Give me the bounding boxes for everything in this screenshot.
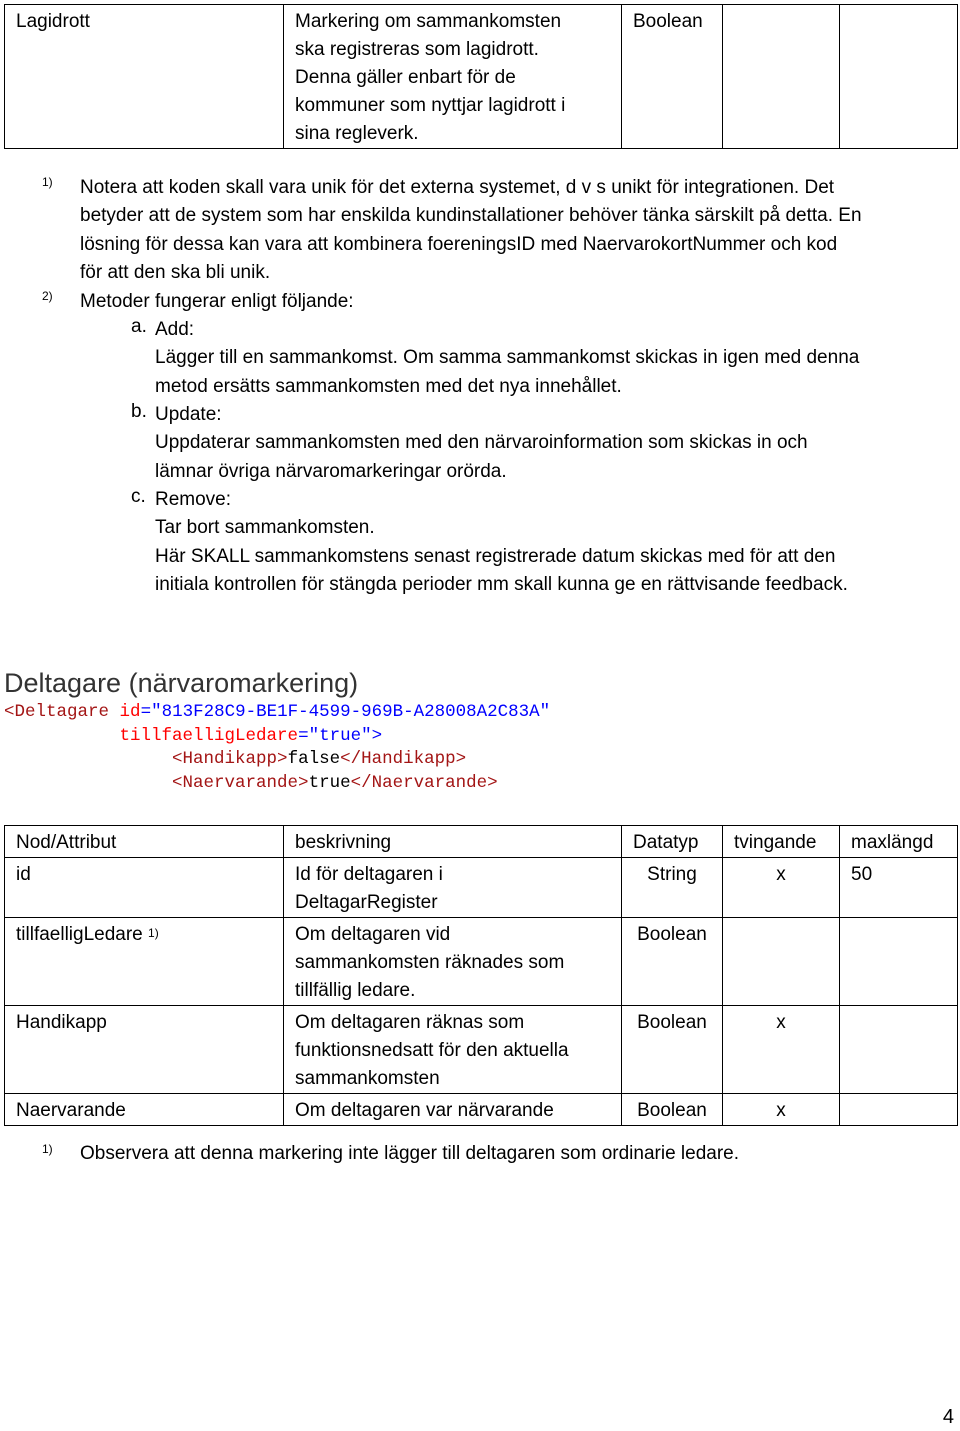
- method-line: Uppdaterar sammankomsten med den närvaroinformation som skickas in och: [155, 432, 808, 454]
- method-letter: a.: [131, 316, 147, 337]
- desc-line: Om deltagaren var närvarande: [295, 1100, 554, 1121]
- cell-node: Handikapp: [5, 1006, 284, 1094]
- table-row: [5, 1006, 958, 1094]
- code-token: <Deltagare: [4, 702, 110, 722]
- note-marker: 2): [42, 289, 53, 303]
- method-line: lämnar övriga närvaromarkeringar orörda.: [155, 460, 507, 482]
- cell-datatype: Boolean: [622, 1006, 723, 1094]
- cell-node: [5, 918, 284, 1006]
- desc-line: tillfällig ledare.: [295, 980, 416, 1001]
- code-example: [4, 701, 550, 795]
- note-line: Notera att koden skall vara unik för det externa systemet, d v s unikt för integrationen. Det: [80, 177, 835, 198]
- table-row: [5, 858, 958, 918]
- column-header: Datatyp: [622, 826, 723, 858]
- page-number: 4: [942, 1406, 954, 1428]
- code-token: id: [119, 702, 141, 722]
- cell-maxlength: [840, 5, 958, 149]
- desc-line: Id för deltagaren i: [295, 864, 443, 885]
- note-2-title: Metoder fungerar enligt följande:: [80, 291, 354, 312]
- desc-line: Denna gäller enbart för de: [295, 67, 516, 88]
- code-token: </Naervarande>: [350, 772, 498, 793]
- code-token: true: [308, 772, 351, 793]
- method-name: Update:: [155, 404, 222, 425]
- note-marker: 1): [42, 175, 53, 189]
- table-row: [5, 1094, 958, 1126]
- cell-datatype: Boolean: [622, 1094, 723, 1126]
- cell-datatype: Boolean: [622, 5, 723, 149]
- cell-maxlength: 50: [840, 858, 958, 918]
- cell-required: [723, 918, 840, 1006]
- method-name: Remove:: [155, 489, 232, 510]
- method-line: metod ersätts sammankomsten med det nya innehållet.: [155, 375, 622, 397]
- note-1: [80, 174, 940, 287]
- column-header: Nod/Attribut: [5, 826, 284, 858]
- method-update: [155, 401, 945, 486]
- method-letter: c.: [131, 486, 146, 507]
- desc-line: sammankomsten räknades som: [295, 952, 565, 973]
- column-header: beskrivning: [284, 826, 622, 858]
- method-name: Add:: [155, 319, 195, 340]
- cell-required: x: [723, 858, 840, 918]
- code-token: =: [298, 725, 309, 746]
- cell-description: [284, 1006, 622, 1094]
- table-row: [5, 918, 958, 1006]
- method-add: [155, 316, 945, 401]
- cell-required: [723, 5, 840, 149]
- desc-line: Markering om sammankomsten: [295, 11, 562, 32]
- cell-node: Lagidrott: [5, 5, 284, 149]
- desc-line: ska registreras som lagidrott.: [295, 39, 539, 60]
- cell-node: Naervarande: [5, 1094, 284, 1126]
- deltagare-table: [4, 825, 958, 1126]
- desc-line: Om deltagaren räknas som: [295, 1012, 525, 1033]
- method-line: Lägger till en sammankomst. Om samma sammankomst skickas in igen med denna: [155, 347, 860, 369]
- desc-line: DeltagarRegister: [295, 892, 438, 913]
- column-header: tvingande: [723, 826, 840, 858]
- method-line: initiala kontrollen för stängda perioder mm skall kunna ge en rättvisande feedback.: [155, 573, 848, 595]
- cell-maxlength: [840, 1006, 958, 1094]
- code-token: "true": [308, 725, 372, 746]
- desc-line: funktionsnedsatt för den aktuella: [295, 1040, 569, 1061]
- note-line: lösning för dessa kan vara att kombinera foereningsID med NaervarokortNummer och kod: [80, 233, 838, 255]
- footnote-text: Observera att denna markering inte lägger till deltagaren som ordinarie ledare.: [80, 1143, 740, 1164]
- note-line: betyder att de system som har enskilda kundinstallationer behöver tänka särskilt på detta. En: [80, 205, 862, 227]
- code-token: <Naervarande>: [172, 772, 309, 793]
- node-name: tillfaelligLedare: [16, 924, 143, 945]
- code-token: <Handikapp>: [172, 749, 288, 769]
- method-letter: b.: [131, 401, 147, 422]
- cell-datatype: String: [622, 858, 723, 918]
- footnote-marker: 1): [42, 1142, 53, 1156]
- cell-maxlength: [840, 918, 958, 1006]
- section-heading: Deltagare (närvaromarkering): [4, 668, 359, 698]
- method-line: Här SKALL sammankomstens senast registrerade datum skickas med för att den: [155, 545, 836, 567]
- code-token: "813F28C9-BE1F-4599-969B-A28008A2C83A": [151, 702, 551, 722]
- column-header: maxlängd: [840, 826, 958, 858]
- cell-description: [284, 1094, 622, 1126]
- cell-node: id: [5, 858, 284, 918]
- cell-datatype: Boolean: [622, 918, 723, 1006]
- cell-description: [284, 858, 622, 918]
- cell-description: [284, 5, 622, 149]
- cell-description: [284, 918, 622, 1006]
- footnote-ref: 1): [148, 926, 159, 940]
- code-token: =: [140, 702, 152, 722]
- table-header-row: [5, 826, 958, 858]
- table-row: [5, 5, 958, 149]
- method-line: Tar bort sammankomsten.: [155, 517, 375, 539]
- cell-required: x: [723, 1094, 840, 1126]
- desc-line: sammankomsten: [295, 1068, 440, 1089]
- code-token: tillfaelligLedare: [119, 725, 299, 746]
- cell-required: x: [723, 1006, 840, 1094]
- note-line: för att den ska bli unik.: [80, 261, 271, 283]
- code-token: false: [287, 749, 341, 769]
- method-remove: [155, 486, 945, 599]
- code-token: >: [371, 725, 383, 746]
- code-token: </Handikapp>: [340, 749, 467, 769]
- lagidrott-table: [4, 4, 958, 149]
- desc-line: sina regleverk.: [295, 123, 419, 144]
- desc-line: Om deltagaren vid: [295, 924, 451, 945]
- desc-line: kommuner som nyttjar lagidrott i: [295, 95, 566, 116]
- cell-maxlength: [840, 1094, 958, 1126]
